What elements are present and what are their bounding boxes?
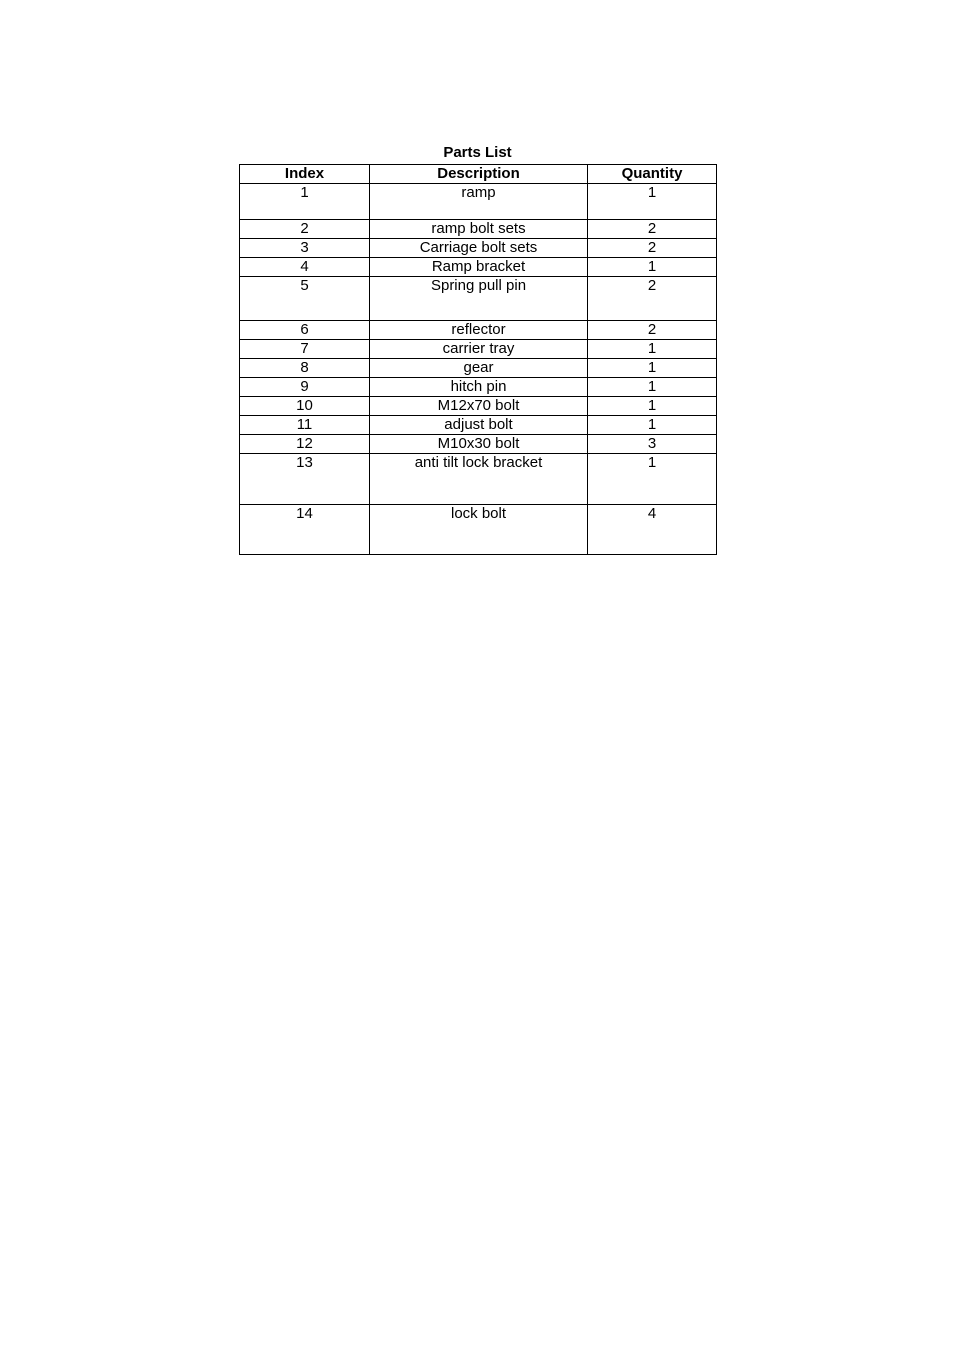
cell-index: 11 (240, 416, 370, 435)
cell-quantity: 2 (588, 321, 717, 340)
cell-index: 2 (240, 220, 370, 239)
cell-quantity: 2 (588, 277, 717, 321)
cell-quantity: 2 (588, 220, 717, 239)
cell-quantity: 1 (588, 184, 717, 220)
cell-description: adjust bolt (370, 416, 588, 435)
parts-table (239, 164, 717, 555)
cell-quantity: 1 (588, 359, 717, 378)
cell-index: 10 (240, 397, 370, 416)
cell-quantity: 3 (588, 435, 717, 454)
cell-description: Carriage bolt sets (370, 239, 588, 258)
table-row (240, 321, 717, 340)
cell-index: 8 (240, 359, 370, 378)
cell-index: 3 (240, 239, 370, 258)
cell-quantity: 1 (588, 340, 717, 359)
cell-description: Spring pull pin (370, 277, 588, 321)
cell-description: hitch pin (370, 378, 588, 397)
cell-index: 13 (240, 454, 370, 505)
cell-quantity: 1 (588, 454, 717, 505)
cell-index: 4 (240, 258, 370, 277)
cell-description: anti tilt lock bracket (370, 454, 588, 505)
cell-description: lock bolt (370, 505, 588, 555)
cell-index: 9 (240, 378, 370, 397)
cell-description: M12x70 bolt (370, 397, 588, 416)
parts-list-title: Parts List (443, 144, 512, 161)
table-row (240, 505, 717, 555)
cell-description: Ramp bracket (370, 258, 588, 277)
cell-index: 12 (240, 435, 370, 454)
cell-description: carrier tray (370, 340, 588, 359)
column-header-quantity: Quantity (588, 165, 717, 184)
table-header-row (240, 165, 717, 184)
table-row (240, 435, 717, 454)
table-row (240, 258, 717, 277)
table-row (240, 359, 717, 378)
table-row (240, 220, 717, 239)
cell-index: 14 (240, 505, 370, 555)
cell-index: 5 (240, 277, 370, 321)
table-row (240, 397, 717, 416)
table-row (240, 454, 717, 505)
cell-quantity: 1 (588, 416, 717, 435)
column-header-index: Index (240, 165, 370, 184)
cell-index: 6 (240, 321, 370, 340)
table-row (240, 340, 717, 359)
cell-quantity: 1 (588, 258, 717, 277)
cell-description: ramp (370, 184, 588, 220)
cell-quantity: 1 (588, 378, 717, 397)
table-row (240, 277, 717, 321)
cell-index: 7 (240, 340, 370, 359)
column-header-description: Description (370, 165, 588, 184)
cell-quantity: 2 (588, 239, 717, 258)
cell-description: ramp bolt sets (370, 220, 588, 239)
cell-description: gear (370, 359, 588, 378)
cell-index: 1 (240, 184, 370, 220)
cell-quantity: 4 (588, 505, 717, 555)
table-row (240, 378, 717, 397)
table-row (240, 184, 717, 220)
cell-description: reflector (370, 321, 588, 340)
table-row (240, 416, 717, 435)
cell-description: M10x30 bolt (370, 435, 588, 454)
table-row (240, 239, 717, 258)
cell-quantity: 1 (588, 397, 717, 416)
